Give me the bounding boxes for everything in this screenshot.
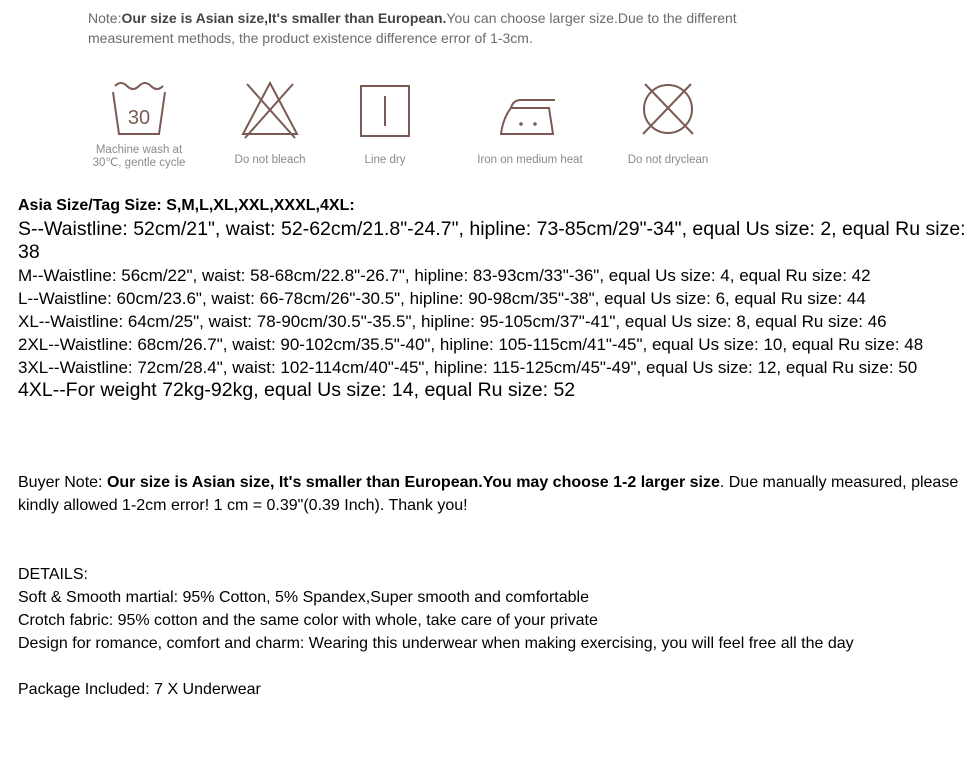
care-item-bleach <box>220 78 320 167</box>
care-label-bleach: Do not bleach <box>234 154 306 166</box>
wash-30-icon <box>109 78 169 140</box>
details-line-crotch: Crotch fabric: 95% cotton and the same color with whole, take care of your private <box>18 612 598 629</box>
size-line-xl: XL--Waistline: 64cm/25", waist: 78-90cm/30.5"-35.5", hipline: 95-105cm/37"-41", equal Us size: 8, equal Ru size: 46 <box>18 312 887 331</box>
size-line-4xl: 4XL--For weight 72kg-92kg, equal Us size: 14, equal Ru size: 52 <box>18 379 576 401</box>
line-dry-icon <box>357 78 413 140</box>
top-note-bold: Our size is Asian size,It's smaller than European. <box>121 10 447 26</box>
care-label-wash-2: 30℃, gentle cycle <box>92 157 186 169</box>
care-item-dryclean <box>616 78 720 167</box>
top-size-note <box>88 8 788 48</box>
wash-temperature: 30 <box>127 107 151 129</box>
do-not-dryclean-icon <box>637 78 699 140</box>
care-item-line-dry <box>340 78 430 167</box>
details-section <box>18 563 966 655</box>
size-table <box>18 196 966 402</box>
buyer-note <box>18 471 966 517</box>
size-line-3xl: 3XL--Waistline: 72cm/28.4", waist: 102-114cm/40"-45", hipline: 115-125cm/45"-49", equal Us size: 12, equal Ru size: 50 <box>18 358 918 377</box>
care-label-line-dry: Line dry <box>364 154 406 166</box>
do-not-bleach-icon <box>239 78 301 140</box>
size-line-l: L--Waistline: 60cm/23.6", waist: 66-78cm/26"-30.5", hipline: 90-98cm/35"-38", equal Us size: 6, equal Ru size: 44 <box>18 289 866 308</box>
package-included: Package Included: 7 X Underwear <box>18 681 261 698</box>
care-label-wash-1: Machine wash at <box>95 144 183 156</box>
size-heading: Asia Size/Tag Size: S,M,L,XL,XXL,XXXL,4XL: <box>18 197 355 214</box>
buyer-note-rest: . Due manually measured, please kindly allowed 1-2cm error! 1 cm = 0.39"(0.39 Inch). Thank you! <box>18 474 959 514</box>
details-line-design: Design for romance, comfort and charm: Wearing this underwear when making exercising, you will feel free all the day <box>18 635 854 652</box>
care-label-dryclean: Do not dryclean <box>627 154 709 166</box>
details-line-material: Soft & Smooth martial: 95% Cotton, 5% Spandex,Super smooth and comfortable <box>18 589 589 606</box>
details-heading: DETAILS: <box>18 566 88 583</box>
iron-medium-icon <box>497 78 563 140</box>
top-note-rest: You can choose larger size.Due to the different measurement methods, the product existence difference error of 1-3cm. <box>88 10 737 46</box>
care-item-wash <box>84 78 194 170</box>
care-instructions-row <box>0 78 966 178</box>
buyer-note-prefix: Buyer Note: <box>18 474 107 491</box>
top-note-prefix: Note: <box>88 10 122 26</box>
size-line-s: S--Waistline: 52cm/21", waist: 52-62cm/21.8"-24.7", hipline: 73-85cm/29"-34", equal Us size: 2, equal Ru size: 38 <box>18 218 966 263</box>
size-line-2xl: 2XL--Waistline: 68cm/26.7", waist: 90-102cm/35.5"-40", hipline: 105-115cm/41"-45", equal Us size: 10, equal Ru size: 48 <box>18 335 924 354</box>
buyer-note-bold: Our size is Asian size, It's smaller than European.You may choose 1-2 larger size <box>106 474 720 491</box>
care-label-iron: Iron on medium heat <box>477 154 583 166</box>
size-line-m: M--Waistline: 56cm/22", waist: 58-68cm/22.8"-26.7", hipline: 83-93cm/33"-36", equal Us size: 4, equal Ru size: 42 <box>18 266 871 285</box>
care-item-iron <box>465 78 595 167</box>
